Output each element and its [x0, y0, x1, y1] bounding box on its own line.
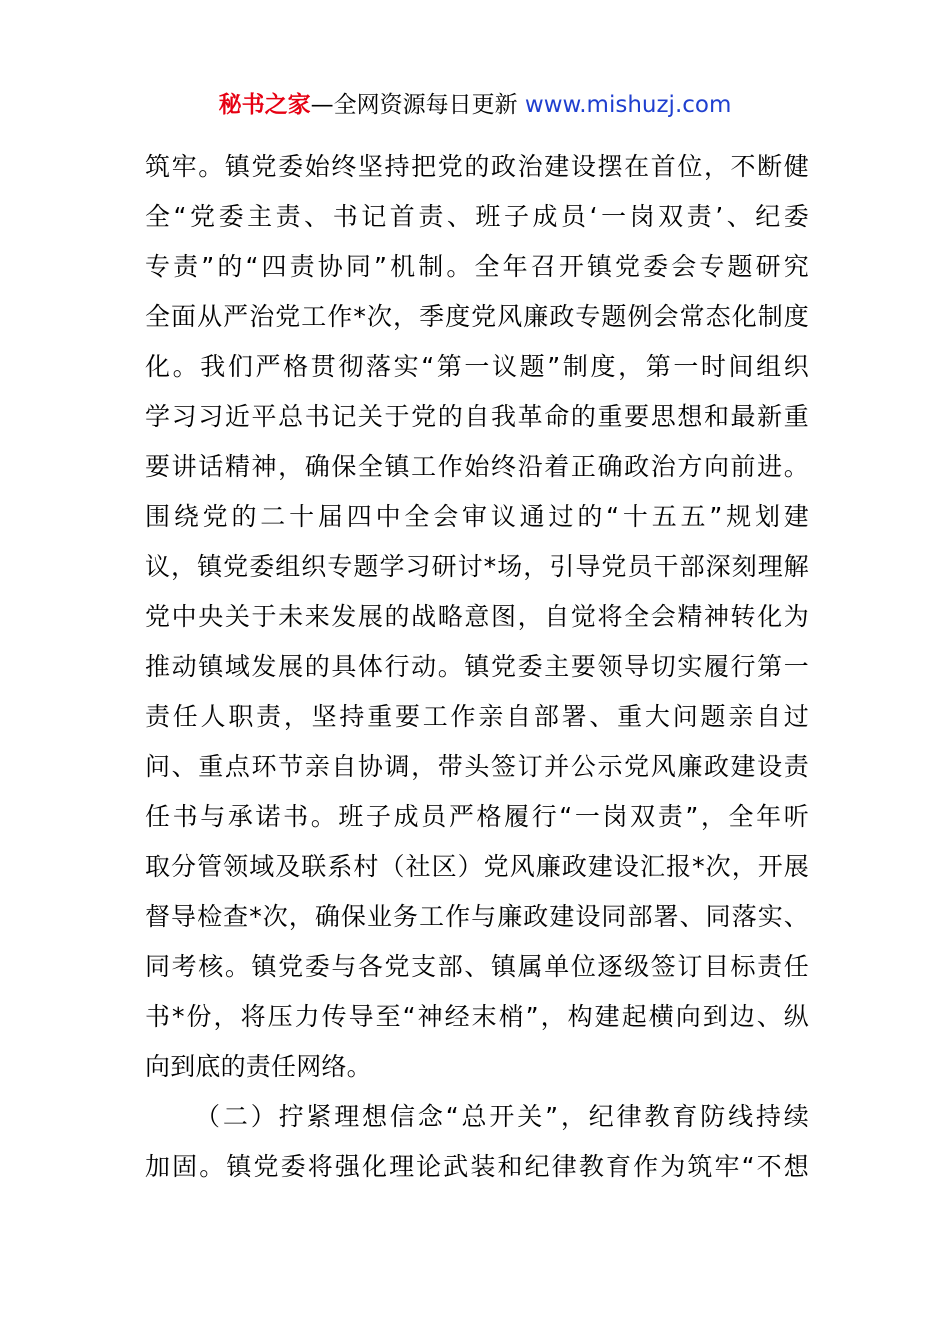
text-line: 取分管领域及联系村（社区）党风廉政建设汇报*次，开展: [145, 852, 809, 881]
text-line: 推动镇域发展的具体行动。镇党委主要领导切实履行第一: [145, 652, 809, 681]
document-body: [145, 142, 809, 1192]
text-line: 督导检查*次，确保业务工作与廉政建设同部署、同落实、: [145, 902, 809, 931]
text-line: 议，镇党委组织专题学习研讨*场，引导党员干部深刻理解: [145, 552, 809, 581]
text-line: 筑牢。镇党委始终坚持把党的政治建设摆在首位，不断健: [145, 152, 809, 181]
text-line: 问、重点环节亲自协调，带头签订并公示党风廉政建设责: [145, 752, 809, 781]
text-line: 围绕党的二十届四中全会审议通过的“十五五”规划建: [145, 502, 809, 531]
text-line: 学习习近平总书记关于党的自我革命的重要思想和最新重: [145, 402, 809, 431]
text-line: 化。我们严格贯彻落实“第一议题”制度，第一时间组织: [145, 352, 809, 381]
text-line: 任书与承诺书。班子成员严格履行“一岗双责”，全年听: [145, 802, 809, 831]
text-line: 责任人职责，坚持重要工作亲自部署、重大问题亲自过: [145, 702, 809, 731]
text-line: 书*份，将压力传导至“神经末梢”，构建起横向到边、纵: [145, 1002, 809, 1031]
text-line: 要讲话精神，确保全镇工作始终沿着正确政治方向前进。: [145, 452, 809, 481]
text-line: 党中央关于未来发展的战略意图，自觉将全会精神转化为: [145, 602, 809, 631]
text-line: 同考核。镇党委与各党支部、镇属单位逐级签订目标责任: [145, 952, 809, 981]
site-brand: 秘书之家: [218, 92, 311, 118]
text-line: 向到底的责任网络。: [145, 1052, 372, 1081]
text-line: 全“党委主责、书记首责、班子成员‘一岗双责’、纪委: [145, 202, 809, 231]
section-heading-line: （二）拧紧理想信念“总开关”，纪律教育防线持续: [195, 1102, 809, 1131]
text-line: 专责”的“四责协同”机制。全年召开镇党委会专题研究: [145, 252, 809, 281]
site-tagline: —全网资源每日更新: [310, 92, 518, 118]
text-line: 加固。镇党委将强化理论武装和纪律教育作为筑牢“不想: [145, 1152, 809, 1181]
text-line: 全面从严治党工作*次，季度党风廉政专题例会常态化制度: [145, 302, 809, 331]
site-header: [0, 88, 950, 122]
site-url-link[interactable]: www.mishuzj.com: [524, 92, 732, 118]
